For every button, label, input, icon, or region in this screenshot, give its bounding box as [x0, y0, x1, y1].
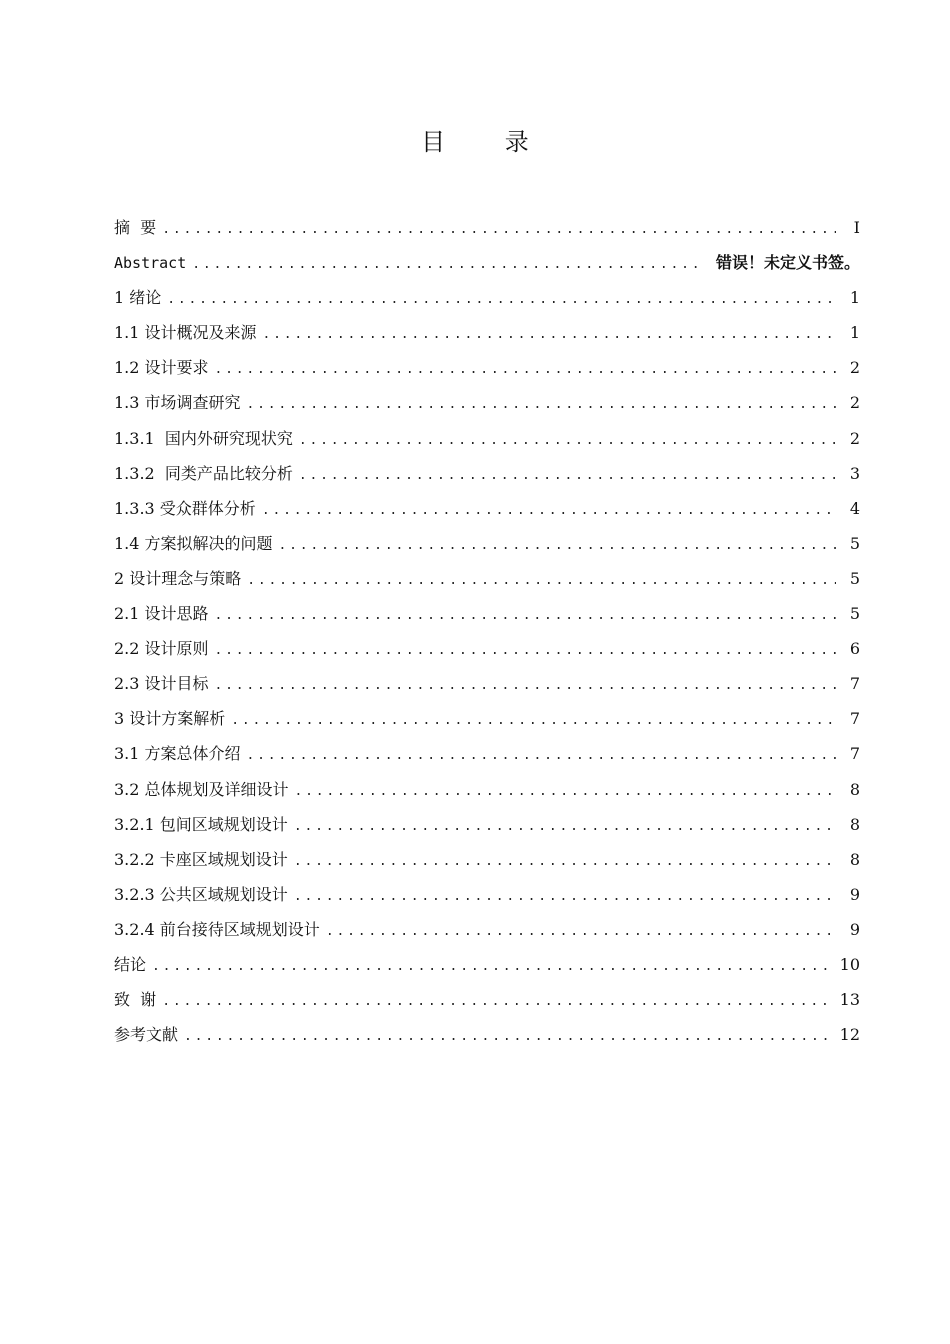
toc-entry-page: 1 [849, 288, 860, 308]
toc-entry-chapter-1[interactable] [114, 280, 860, 315]
dot-leader [247, 738, 836, 773]
toc-entry-page: 8 [849, 779, 860, 799]
toc-entry-label: 1.1 设计概况及来源 [114, 323, 257, 343]
toc-entry-page-error: 错误！未定义书签。 [715, 253, 860, 273]
dot-leader [247, 563, 836, 598]
toc-entry-2-1[interactable] [114, 596, 860, 631]
toc-entry-page: 7 [849, 674, 860, 694]
toc-entry-label: 1.3.3 受众群体分析 [114, 498, 256, 518]
toc-entry-label: 1.4 方案拟解决的问题 [114, 533, 273, 553]
toc-entry-page: 2 [849, 358, 860, 378]
toc-entry-references[interactable] [114, 1017, 860, 1052]
dot-leader [215, 633, 836, 668]
toc-entry-page: 8 [849, 814, 860, 834]
toc-entry-1-3-1[interactable] [114, 421, 860, 456]
toc-entry-acknowledgements[interactable] [114, 982, 860, 1017]
toc-entry-label: 3.2.1 包间区域规划设计 [114, 814, 288, 834]
toc-entry-label: 3.2.3 公共区域规划设计 [114, 884, 288, 904]
toc-entry-3-2-2[interactable] [114, 842, 860, 877]
dot-leader [294, 844, 836, 879]
toc-entry-page: 13 [839, 990, 860, 1010]
dot-leader [231, 703, 836, 738]
toc-entry-1-1[interactable] [114, 315, 860, 350]
toc-entry-page: 4 [849, 498, 860, 518]
toc-entry-page: 1 [849, 323, 860, 343]
toc-entry-page: 10 [839, 954, 860, 974]
toc-entry-label: 2.2 设计原则 [114, 639, 209, 659]
dot-leader [184, 1019, 830, 1054]
toc-entry-label: Abstract [114, 254, 187, 273]
toc-list [114, 210, 860, 1052]
dot-leader [152, 949, 830, 984]
toc-entry-3-1[interactable] [114, 736, 860, 771]
dot-leader [299, 423, 836, 458]
toc-title: 目 录 [421, 128, 555, 156]
toc-entry-page: 7 [849, 709, 860, 729]
dot-leader [167, 282, 836, 317]
toc-entry-conclusion[interactable] [114, 947, 860, 982]
toc-entry-label: 参考文献 [114, 1025, 179, 1045]
toc-entry-page: 5 [849, 568, 860, 588]
toc-entry-label: 3.1 方案总体介绍 [114, 744, 241, 764]
toc-entry-label: 致 谢 [114, 990, 157, 1010]
toc-entry-page: 2 [849, 428, 860, 448]
dot-leader [215, 598, 836, 633]
toc-entry-label: 摘 要 [114, 218, 157, 237]
dot-leader [279, 528, 836, 563]
toc-entry-page: 9 [849, 884, 860, 904]
toc-entry-page: 12 [839, 1025, 860, 1045]
dot-leader [263, 317, 836, 352]
dot-leader [295, 774, 836, 809]
toc-entry-label: 1.3.1 国内外研究现状究 [114, 428, 293, 448]
dot-leader [299, 458, 836, 493]
toc-entry-1-3-2[interactable] [114, 456, 860, 491]
toc-entry-1-4[interactable] [114, 526, 860, 561]
dot-leader [192, 247, 702, 282]
toc-entry-label: 2.3 设计目标 [114, 674, 209, 694]
toc-entry-page: I [853, 218, 860, 237]
toc-entry-chapter-3[interactable] [114, 701, 860, 736]
toc-entry-page: 9 [849, 919, 860, 939]
dot-leader [215, 352, 836, 387]
toc-entry-2-2[interactable] [114, 631, 860, 666]
toc-entry-1-3-3[interactable] [114, 491, 860, 526]
toc-entry-label: 3.2 总体规划及详细设计 [114, 779, 289, 799]
toc-entry-page: 5 [849, 604, 860, 624]
toc-entry-page: 7 [849, 744, 860, 764]
toc-entry-label: 3.2.4 前台接待区域规划设计 [114, 919, 320, 939]
toc-entry-label: 2.1 设计思路 [114, 604, 209, 624]
toc-entry-3-2-1[interactable] [114, 807, 860, 842]
dot-leader [294, 809, 836, 844]
toc-entry-chapter-2[interactable] [114, 561, 860, 596]
dot-leader [215, 668, 836, 703]
toc-entry-3-2-3[interactable] [114, 877, 860, 912]
toc-entry-label: 1 绪论 [114, 288, 162, 308]
toc-entry-label: 2 设计理念与策略 [114, 568, 242, 588]
dot-leader [262, 493, 836, 528]
dot-leader [162, 984, 829, 1019]
dot-leader [294, 879, 836, 914]
toc-entry-label: 1.3 市场调查研究 [114, 393, 241, 413]
dot-leader [247, 387, 836, 422]
toc-entry-1-2[interactable] [114, 350, 860, 385]
toc-entry-page: 2 [849, 393, 860, 413]
toc-entry-page: 3 [849, 463, 860, 483]
toc-entry-3-2[interactable] [114, 772, 860, 807]
toc-entry-label: 3 设计方案解析 [114, 709, 226, 729]
toc-entry-abstract-cn[interactable] [114, 210, 860, 245]
toc-entry-page: 8 [849, 849, 860, 869]
toc-entry-label: 1.3.2 同类产品比较分析 [114, 463, 293, 483]
dot-leader [162, 212, 836, 247]
toc-entry-page: 5 [849, 533, 860, 553]
toc-entry-label: 1.2 设计要求 [114, 358, 209, 378]
dot-leader [326, 914, 836, 949]
toc-entry-1-3[interactable] [114, 385, 860, 420]
toc-entry-label: 3.2.2 卡座区域规划设计 [114, 849, 288, 869]
toc-entry-abstract-en[interactable] [114, 245, 860, 280]
toc-entry-label: 结论 [114, 954, 147, 974]
toc-entry-page: 6 [849, 639, 860, 659]
toc-entry-2-3[interactable] [114, 666, 860, 701]
toc-entry-3-2-4[interactable] [114, 912, 860, 947]
